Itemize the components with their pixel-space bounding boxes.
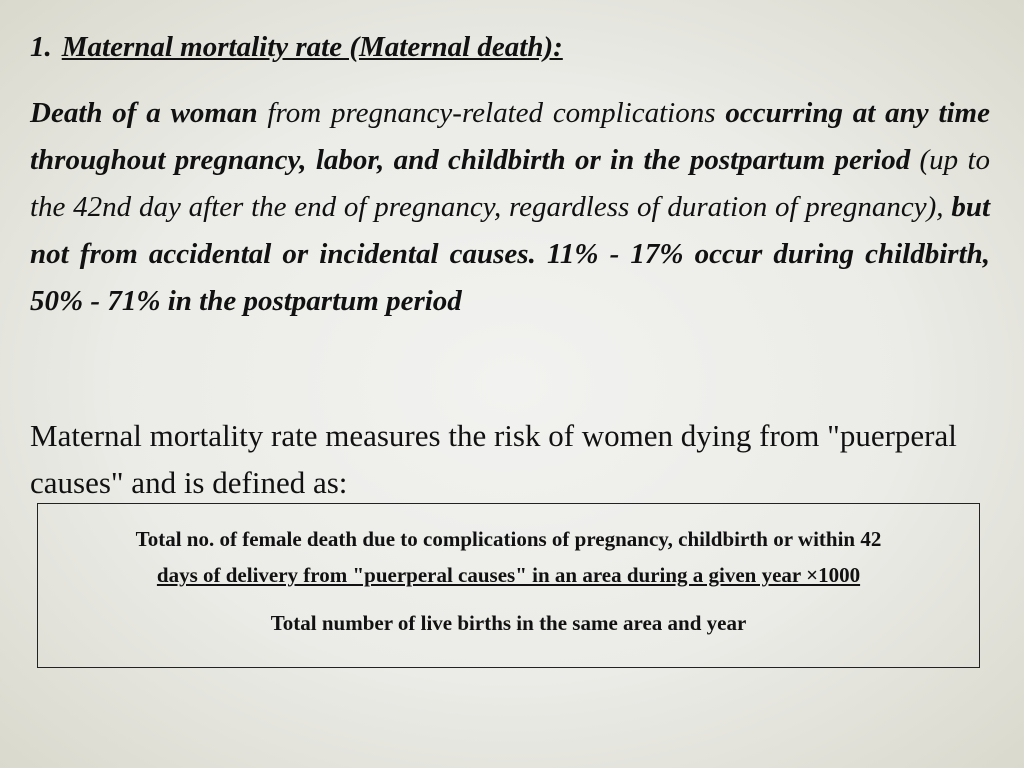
definition-text-2: from pregnancy-related complications (257, 97, 726, 129)
formula-numerator (38, 521, 979, 593)
measure-paragraph: Maternal mortality rate measures the risk of women dying from "puerperal causes" and is defined as: (30, 418, 957, 500)
definition-bold-5: but not from accidental or incidental causes. 11% - 17% occur during childbirth, 50% - 71% in the postpartum period (30, 191, 990, 317)
definition-bold-3: occurring at any time throughout pregnancy, labor, and childbirth or in the postpartum period (30, 97, 990, 176)
section-heading (30, 30, 563, 65)
definition-text-4: (up to the 42nd day after the end of pregnancy, regardless of duration of pregnancy), (30, 144, 991, 223)
numerator-line-1: Total no. of female death due to complications of pregnancy, childbirth or within 42 (135, 527, 882, 551)
heading-number: 1. (30, 31, 52, 63)
formula-denominator: Total number of live births in the same area and year (270, 611, 747, 635)
formula-box (37, 503, 980, 668)
definition-bold-1: Death of a woman (30, 97, 258, 129)
numerator-line-2: days of delivery from "puerperal causes" in an area during a given year ×1000 (156, 563, 861, 587)
definition-paragraph (30, 90, 990, 325)
heading-title: Maternal mortality rate (Maternal death): (61, 31, 563, 63)
